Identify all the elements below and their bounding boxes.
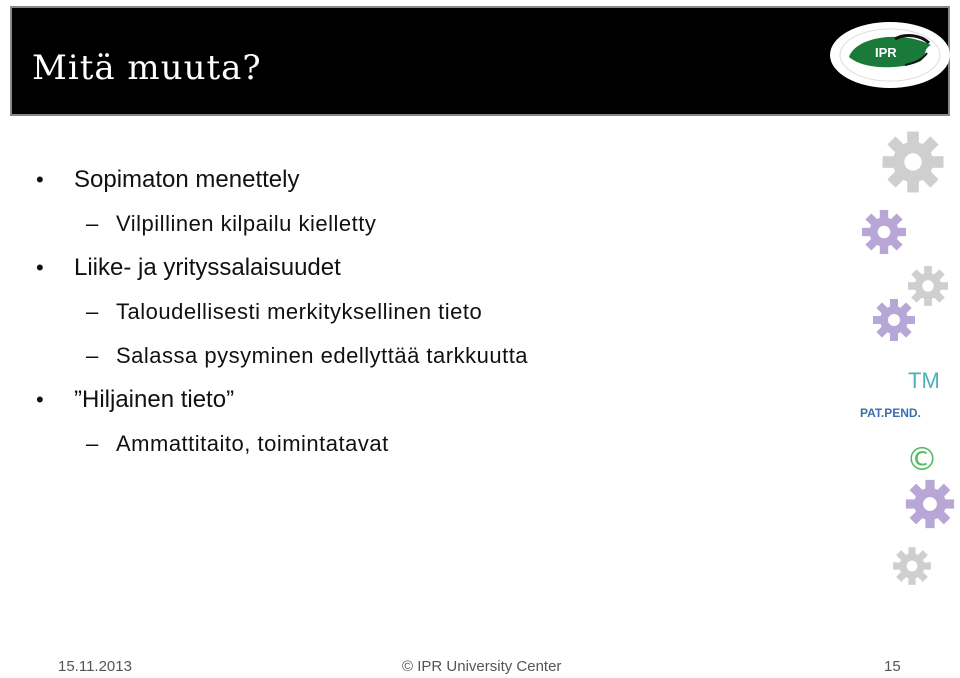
list-item <box>30 246 830 290</box>
gear-icon <box>908 266 948 306</box>
patent-pending-text: PAT.PEND. <box>860 406 921 420</box>
list-subitem <box>30 422 830 466</box>
list-subitem-text: Salassa pysyminen edellyttää tarkkuutta <box>116 343 529 368</box>
slide-content <box>30 158 830 466</box>
dash-icon: – <box>86 343 99 368</box>
bullet-icon: • <box>36 387 44 412</box>
decorative-gears <box>850 120 960 600</box>
list-subitem <box>30 290 830 334</box>
list-item-text: Sopimaton menettely <box>74 166 300 193</box>
bullet-icon: • <box>36 167 44 192</box>
page-number: 15 <box>884 658 901 675</box>
trademark-text: TM <box>908 368 940 393</box>
copyright-icon: © <box>906 440 938 478</box>
gear-icon <box>883 132 944 193</box>
gear-icon <box>893 547 931 585</box>
ipr-logo <box>830 22 950 88</box>
dash-icon: – <box>86 211 99 236</box>
list-subitem-text: Ammattitaito, toimintatavat <box>116 431 389 456</box>
ipr-logo-icon <box>835 25 945 85</box>
slide-title: Mitä muuta? <box>32 48 262 88</box>
list-item-text: ”Hiljainen tieto” <box>74 386 235 413</box>
footer-copyright: © IPR University Center <box>402 658 562 675</box>
dash-icon: – <box>86 299 99 324</box>
dash-icon: – <box>86 431 99 456</box>
list-subitem <box>30 334 830 378</box>
logo-text: IPR <box>875 45 897 60</box>
gear-icon <box>862 210 906 254</box>
gear-icon <box>873 299 915 341</box>
bullet-icon: • <box>36 255 44 280</box>
list-subitem <box>30 202 830 246</box>
list-subitem-text: Taloudellisesti merkityksellinen tieto <box>116 299 483 324</box>
list-item <box>30 158 830 202</box>
title-bar <box>10 6 950 116</box>
list-item-text: Liike- ja yrityssalaisuudet <box>74 254 341 281</box>
gear-icon <box>906 480 954 528</box>
list-subitem-text: Vilpillinen kilpailu kielletty <box>116 211 377 236</box>
footer-date: 15.11.2013 <box>58 658 132 675</box>
decorative-sidebar <box>850 120 960 600</box>
list-item <box>30 378 830 422</box>
